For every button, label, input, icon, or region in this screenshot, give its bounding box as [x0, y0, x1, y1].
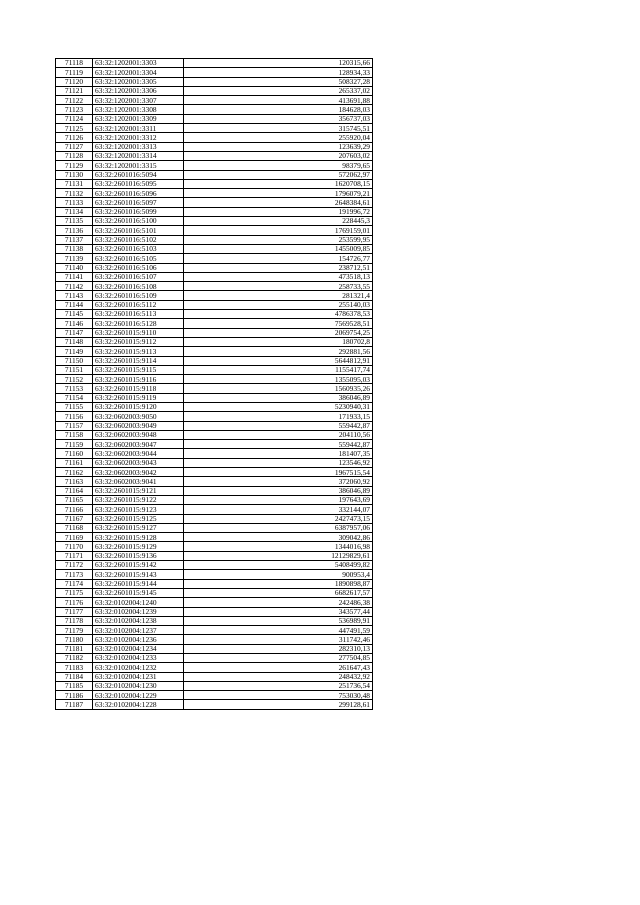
cadastral-value-cell: 277504,85 — [184, 654, 373, 663]
table-row — [56, 217, 373, 226]
cadastral-number-cell: 63:32:0602003:9044 — [93, 449, 184, 458]
cadastral-value-cell: 1155417,74 — [184, 365, 373, 374]
cadastral-number-cell: 63:32:0602003:9048 — [93, 430, 184, 439]
cadastral-number-cell: 63:32:0102004:1232 — [93, 663, 184, 672]
cadastral-number-cell: 63:32:0602003:9042 — [93, 468, 184, 477]
cadastral-value-cell: 248432,92 — [184, 672, 373, 681]
table-row — [56, 570, 373, 579]
row-number-cell: 71155 — [56, 402, 93, 411]
cadastral-number-cell: 63:32:1202001:3308 — [93, 105, 184, 114]
table-row — [56, 486, 373, 495]
row-number-cell: 71120 — [56, 77, 93, 86]
cadastral-value-cell: 253599,95 — [184, 235, 373, 244]
row-number-cell: 71185 — [56, 681, 93, 690]
row-number-cell: 71139 — [56, 254, 93, 263]
row-number-cell: 71150 — [56, 356, 93, 365]
table-row — [56, 477, 373, 486]
cadastral-number-cell: 63:32:1202001:3307 — [93, 96, 184, 105]
row-number-cell: 71162 — [56, 468, 93, 477]
cadastral-value-cell: 2648384,61 — [184, 198, 373, 207]
cadastral-number-cell: 63:32:2601016:5094 — [93, 170, 184, 179]
row-number-cell: 71175 — [56, 588, 93, 597]
table-row — [56, 412, 373, 421]
row-number-cell: 71135 — [56, 217, 93, 226]
cadastral-value-cell: 12129829,61 — [184, 551, 373, 560]
cadastral-value-cell: 1355095,03 — [184, 375, 373, 384]
cadastral-value-cell: 1455009,85 — [184, 244, 373, 253]
cadastral-number-cell: 63:32:2601015:9120 — [93, 402, 184, 411]
cadastral-number-cell: 63:32:2601015:9121 — [93, 486, 184, 495]
table-row — [56, 198, 373, 207]
row-number-cell: 71132 — [56, 189, 93, 198]
cadastral-value-cell: 386046,89 — [184, 393, 373, 402]
cadastral-number-cell: 63:32:2601015:9112 — [93, 337, 184, 346]
row-number-cell: 71179 — [56, 626, 93, 635]
cadastral-value-cell: 1967515,54 — [184, 468, 373, 477]
cadastral-number-cell: 63:32:2601015:9115 — [93, 365, 184, 374]
cadastral-number-cell: 63:32:2601015:9113 — [93, 347, 184, 356]
cadastral-number-cell: 63:32:2601015:9118 — [93, 384, 184, 393]
cadastral-value-cell: 309042,86 — [184, 533, 373, 542]
cadastral-value-cell: 753030,48 — [184, 691, 373, 700]
table-row — [56, 207, 373, 216]
table-row — [56, 533, 373, 542]
row-number-cell: 71143 — [56, 291, 93, 300]
table-row — [56, 468, 373, 477]
cadastral-value-cell: 5644812,91 — [184, 356, 373, 365]
cadastral-number-cell: 63:32:2601015:9136 — [93, 551, 184, 560]
table-row — [56, 644, 373, 653]
row-number-cell: 71182 — [56, 654, 93, 663]
cadastral-number-cell: 63:32:1202001:3315 — [93, 161, 184, 170]
cadastral-value-cell: 473518,13 — [184, 272, 373, 281]
cadastral-value-cell: 1560935,26 — [184, 384, 373, 393]
table-row — [56, 375, 373, 384]
row-number-cell: 71152 — [56, 375, 93, 384]
table-row — [56, 291, 373, 300]
cadastral-value-cell: 2069754,25 — [184, 328, 373, 337]
cadastral-number-cell: 63:32:2601015:9142 — [93, 561, 184, 570]
table-row — [56, 579, 373, 588]
row-number-cell: 71181 — [56, 644, 93, 653]
cadastral-value-cell: 123639,29 — [184, 142, 373, 151]
cadastral-value-cell: 559442,87 — [184, 421, 373, 430]
cadastral-value-cell: 128934,33 — [184, 68, 373, 77]
cadastral-number-cell: 63:32:0602003:9050 — [93, 412, 184, 421]
row-number-cell: 71187 — [56, 700, 93, 709]
cadastral-number-cell: 63:32:1202001:3314 — [93, 151, 184, 160]
cadastral-value-cell: 299128,61 — [184, 700, 373, 709]
cadastral-number-cell: 63:32:2601015:9123 — [93, 505, 184, 514]
table-row — [56, 133, 373, 142]
cadastral-number-cell: 63:32:2601015:9127 — [93, 523, 184, 532]
table-row — [56, 616, 373, 625]
row-number-cell: 71119 — [56, 68, 93, 77]
cadastral-number-cell: 63:32:0102004:1237 — [93, 626, 184, 635]
row-number-cell: 71157 — [56, 421, 93, 430]
cadastral-number-cell: 63:32:2601016:5096 — [93, 189, 184, 198]
table-row — [56, 681, 373, 690]
row-number-cell: 71164 — [56, 486, 93, 495]
cadastral-number-cell: 63:32:2601016:5128 — [93, 319, 184, 328]
table-row — [56, 114, 373, 123]
table-row — [56, 356, 373, 365]
cadastral-number-cell: 63:32:2601016:5102 — [93, 235, 184, 244]
row-number-cell: 71161 — [56, 458, 93, 467]
table-row — [56, 365, 373, 374]
cadastral-number-cell: 63:32:2601016:5105 — [93, 254, 184, 263]
row-number-cell: 71173 — [56, 570, 93, 579]
cadastral-value-cell: 255140,03 — [184, 300, 373, 309]
table-row — [56, 272, 373, 281]
cadastral-value-cell: 98379,65 — [184, 161, 373, 170]
table-row — [56, 179, 373, 188]
row-number-cell: 71178 — [56, 616, 93, 625]
table-row — [56, 607, 373, 616]
cadastral-number-cell: 63:32:0102004:1231 — [93, 672, 184, 681]
cadastral-number-cell: 63:32:2601015:9119 — [93, 393, 184, 402]
cadastral-number-cell: 63:32:0102004:1228 — [93, 700, 184, 709]
row-number-cell: 71138 — [56, 244, 93, 253]
row-number-cell: 71126 — [56, 133, 93, 142]
cadastral-number-cell: 63:32:2601015:9110 — [93, 328, 184, 337]
row-number-cell: 71146 — [56, 319, 93, 328]
table-body — [56, 59, 373, 710]
cadastral-number-cell: 63:32:2601015:9129 — [93, 542, 184, 551]
row-number-cell: 71124 — [56, 114, 93, 123]
cadastral-number-cell: 63:32:2601016:5112 — [93, 300, 184, 309]
table-row — [56, 96, 373, 105]
row-number-cell: 71165 — [56, 495, 93, 504]
row-number-cell: 71127 — [56, 142, 93, 151]
row-number-cell: 71125 — [56, 124, 93, 133]
cadastral-number-cell: 63:32:1202001:3303 — [93, 59, 184, 68]
row-number-cell: 71160 — [56, 449, 93, 458]
cadastral-value-cell: 6387957,06 — [184, 523, 373, 532]
table-row — [56, 254, 373, 263]
table-row — [56, 449, 373, 458]
row-number-cell: 71134 — [56, 207, 93, 216]
row-number-cell: 71184 — [56, 672, 93, 681]
row-number-cell: 71176 — [56, 598, 93, 607]
cadastral-number-cell: 63:32:1202001:3309 — [93, 114, 184, 123]
table-row — [56, 226, 373, 235]
cadastral-number-cell: 63:32:2601015:9125 — [93, 514, 184, 523]
cadastral-value-cell: 228445,3 — [184, 217, 373, 226]
cadastral-value-cell: 261647,43 — [184, 663, 373, 672]
row-number-cell: 71169 — [56, 533, 93, 542]
cadastral-value-cell: 1620708,15 — [184, 179, 373, 188]
cadastral-number-cell: 63:32:0102004:1230 — [93, 681, 184, 690]
cadastral-value-cell: 120315,66 — [184, 59, 373, 68]
cadastral-number-cell: 63:32:2601015:9128 — [93, 533, 184, 542]
row-number-cell: 71170 — [56, 542, 93, 551]
table-row — [56, 300, 373, 309]
cadastral-value-cell: 356737,03 — [184, 114, 373, 123]
row-number-cell: 71147 — [56, 328, 93, 337]
cadastral-number-cell: 63:32:0102004:1234 — [93, 644, 184, 653]
cadastral-value-cell: 184628,03 — [184, 105, 373, 114]
cadastral-number-cell: 63:32:0102004:1229 — [93, 691, 184, 700]
cadastral-value-cell: 5230940,31 — [184, 402, 373, 411]
table-row — [56, 86, 373, 95]
cadastral-number-cell: 63:32:2601016:5108 — [93, 282, 184, 291]
cadastral-value-cell: 315745,51 — [184, 124, 373, 133]
table-row — [56, 588, 373, 597]
table-row — [56, 402, 373, 411]
cadastral-value-cell: 4786378,53 — [184, 310, 373, 319]
row-number-cell: 71177 — [56, 607, 93, 616]
row-number-cell: 71142 — [56, 282, 93, 291]
cadastral-number-cell: 63:32:2601016:5099 — [93, 207, 184, 216]
table-row — [56, 672, 373, 681]
table-row — [56, 458, 373, 467]
table-row — [56, 430, 373, 439]
table-row — [56, 514, 373, 523]
cadastral-number-cell: 63:32:0602003:9043 — [93, 458, 184, 467]
cadastral-number-cell: 63:32:2601015:9116 — [93, 375, 184, 384]
cadastral-value-cell: 207603,02 — [184, 151, 373, 160]
table-row — [56, 598, 373, 607]
cadastral-number-cell: 63:32:1202001:3312 — [93, 133, 184, 142]
table-row — [56, 421, 373, 430]
cadastral-value-cell: 171933,15 — [184, 412, 373, 421]
row-number-cell: 71183 — [56, 663, 93, 672]
table-row — [56, 77, 373, 86]
table-row — [56, 523, 373, 532]
row-number-cell: 71118 — [56, 59, 93, 68]
table-row — [56, 68, 373, 77]
cadastral-number-cell: 63:32:0102004:1233 — [93, 654, 184, 663]
cadastral-value-cell: 123546,92 — [184, 458, 373, 467]
cadastral-number-cell: 63:32:2601016:5097 — [93, 198, 184, 207]
cadastral-number-cell: 63:32:2601016:5103 — [93, 244, 184, 253]
row-number-cell: 71149 — [56, 347, 93, 356]
row-number-cell: 71167 — [56, 514, 93, 523]
cadastral-number-cell: 63:32:2601015:9144 — [93, 579, 184, 588]
cadastral-value-cell: 281321,4 — [184, 291, 373, 300]
table-row — [56, 151, 373, 160]
cadastral-value-cell: 242486,38 — [184, 598, 373, 607]
row-number-cell: 71166 — [56, 505, 93, 514]
row-number-cell: 71154 — [56, 393, 93, 402]
cadastral-value-cell: 343577,44 — [184, 607, 373, 616]
table-row — [56, 440, 373, 449]
cadastral-value-cell: 559442,87 — [184, 440, 373, 449]
row-number-cell: 71128 — [56, 151, 93, 160]
table-row — [56, 561, 373, 570]
cadastral-number-cell: 63:32:2601016:5100 — [93, 217, 184, 226]
cadastral-value-cell: 251736,54 — [184, 681, 373, 690]
table-row — [56, 328, 373, 337]
cadastral-number-cell: 63:32:2601015:9114 — [93, 356, 184, 365]
cadastral-value-cell: 386046,89 — [184, 486, 373, 495]
cadastral-number-cell: 63:32:0102004:1239 — [93, 607, 184, 616]
table-row — [56, 663, 373, 672]
cadastral-value-cell: 180702,8 — [184, 337, 373, 346]
cadastral-value-cell: 332144,07 — [184, 505, 373, 514]
row-number-cell: 71158 — [56, 430, 93, 439]
cadastral-value-cell: 238712,51 — [184, 263, 373, 272]
row-number-cell: 71123 — [56, 105, 93, 114]
cadastral-number-cell: 63:32:2601015:9122 — [93, 495, 184, 504]
cadastral-value-cell: 508327,28 — [184, 77, 373, 86]
cadastral-number-cell: 63:32:0102004:1240 — [93, 598, 184, 607]
table-row — [56, 635, 373, 644]
cadastral-number-cell: 63:32:1202001:3313 — [93, 142, 184, 151]
table-row — [56, 347, 373, 356]
cadastral-value-cell: 372060,92 — [184, 477, 373, 486]
row-number-cell: 71145 — [56, 310, 93, 319]
table-row — [56, 189, 373, 198]
row-number-cell: 71133 — [56, 198, 93, 207]
cadastral-value-cell: 282310,13 — [184, 644, 373, 653]
table-row — [56, 495, 373, 504]
cadastral-value-cell: 258733,55 — [184, 282, 373, 291]
cadastral-value-cell: 5408499,82 — [184, 561, 373, 570]
cadastral-number-cell: 63:32:2601015:9143 — [93, 570, 184, 579]
row-number-cell: 71151 — [56, 365, 93, 374]
table-row — [56, 626, 373, 635]
cadastral-value-cell: 6682617,57 — [184, 588, 373, 597]
cadastral-value-cell: 413691,88 — [184, 96, 373, 105]
row-number-cell: 71172 — [56, 561, 93, 570]
table-row — [56, 393, 373, 402]
cadastral-value-cell: 255920,04 — [184, 133, 373, 142]
table-row — [56, 282, 373, 291]
row-number-cell: 71121 — [56, 86, 93, 95]
table-row — [56, 263, 373, 272]
cadastral-number-cell: 63:32:0102004:1236 — [93, 635, 184, 644]
row-number-cell: 71130 — [56, 170, 93, 179]
cadastral-value-cell: 536989,91 — [184, 616, 373, 625]
cadastral-number-cell: 63:32:2601016:5101 — [93, 226, 184, 235]
table-row — [56, 384, 373, 393]
cadastral-value-cell: 1769159,01 — [184, 226, 373, 235]
table-row — [56, 551, 373, 560]
row-number-cell: 71159 — [56, 440, 93, 449]
cadastral-number-cell: 63:32:2601016:5107 — [93, 272, 184, 281]
row-number-cell: 71137 — [56, 235, 93, 244]
table-row — [56, 505, 373, 514]
row-number-cell: 71129 — [56, 161, 93, 170]
row-number-cell: 71156 — [56, 412, 93, 421]
row-number-cell: 71180 — [56, 635, 93, 644]
cadastral-value-cell: 7569528,51 — [184, 319, 373, 328]
cadastral-value-cell: 1796079,21 — [184, 189, 373, 198]
row-number-cell: 71163 — [56, 477, 93, 486]
row-number-cell: 71144 — [56, 300, 93, 309]
table-row — [56, 542, 373, 551]
row-number-cell: 71168 — [56, 523, 93, 532]
row-number-cell: 71140 — [56, 263, 93, 272]
table-row — [56, 170, 373, 179]
table-row — [56, 59, 373, 68]
cadastral-number-cell: 63:32:0602003:9047 — [93, 440, 184, 449]
cadastral-value-cell: 1890898,87 — [184, 579, 373, 588]
table-row — [56, 124, 373, 133]
cadastral-value-cell: 181407,35 — [184, 449, 373, 458]
cadastral-number-cell: 63:32:2601015:9145 — [93, 588, 184, 597]
table-row — [56, 319, 373, 328]
table-row — [56, 691, 373, 700]
row-number-cell: 71153 — [56, 384, 93, 393]
table-row — [56, 161, 373, 170]
cadastral-number-cell: 63:32:2601016:5113 — [93, 310, 184, 319]
cadastral-value-table — [55, 58, 373, 710]
table-row — [56, 235, 373, 244]
table-row — [56, 310, 373, 319]
cadastral-number-cell: 63:32:0102004:1238 — [93, 616, 184, 625]
cadastral-value-cell: 311742,46 — [184, 635, 373, 644]
cadastral-value-cell: 191996,72 — [184, 207, 373, 216]
cadastral-value-cell: 572062,97 — [184, 170, 373, 179]
table-row — [56, 700, 373, 709]
row-number-cell: 71122 — [56, 96, 93, 105]
row-number-cell: 71186 — [56, 691, 93, 700]
cadastral-value-cell: 265337,02 — [184, 86, 373, 95]
row-number-cell: 71131 — [56, 179, 93, 188]
cadastral-value-cell: 900953,4 — [184, 570, 373, 579]
row-number-cell: 71141 — [56, 272, 93, 281]
cadastral-value-cell: 1344016,98 — [184, 542, 373, 551]
cadastral-number-cell: 63:32:1202001:3311 — [93, 124, 184, 133]
table-row — [56, 142, 373, 151]
table-row — [56, 337, 373, 346]
table-row — [56, 105, 373, 114]
cadastral-number-cell: 63:32:1202001:3306 — [93, 86, 184, 95]
cadastral-value-cell: 292881,56 — [184, 347, 373, 356]
row-number-cell: 71148 — [56, 337, 93, 346]
cadastral-number-cell: 63:32:1202001:3305 — [93, 77, 184, 86]
table-row — [56, 244, 373, 253]
row-number-cell: 71136 — [56, 226, 93, 235]
cadastral-number-cell: 63:32:0602003:9041 — [93, 477, 184, 486]
cadastral-number-cell: 63:32:2601016:5109 — [93, 291, 184, 300]
cadastral-number-cell: 63:32:2601016:5106 — [93, 263, 184, 272]
cadastral-value-cell: 204110,56 — [184, 430, 373, 439]
cadastral-number-cell: 63:32:2601016:5095 — [93, 179, 184, 188]
row-number-cell: 71171 — [56, 551, 93, 560]
cadastral-value-cell: 154726,77 — [184, 254, 373, 263]
table-row — [56, 654, 373, 663]
cadastral-number-cell: 63:32:1202001:3304 — [93, 68, 184, 77]
cadastral-value-cell: 2427473,15 — [184, 514, 373, 523]
row-number-cell: 71174 — [56, 579, 93, 588]
cadastral-number-cell: 63:32:0602003:9049 — [93, 421, 184, 430]
cadastral-value-cell: 197643,69 — [184, 495, 373, 504]
cadastral-value-cell: 447491,59 — [184, 626, 373, 635]
